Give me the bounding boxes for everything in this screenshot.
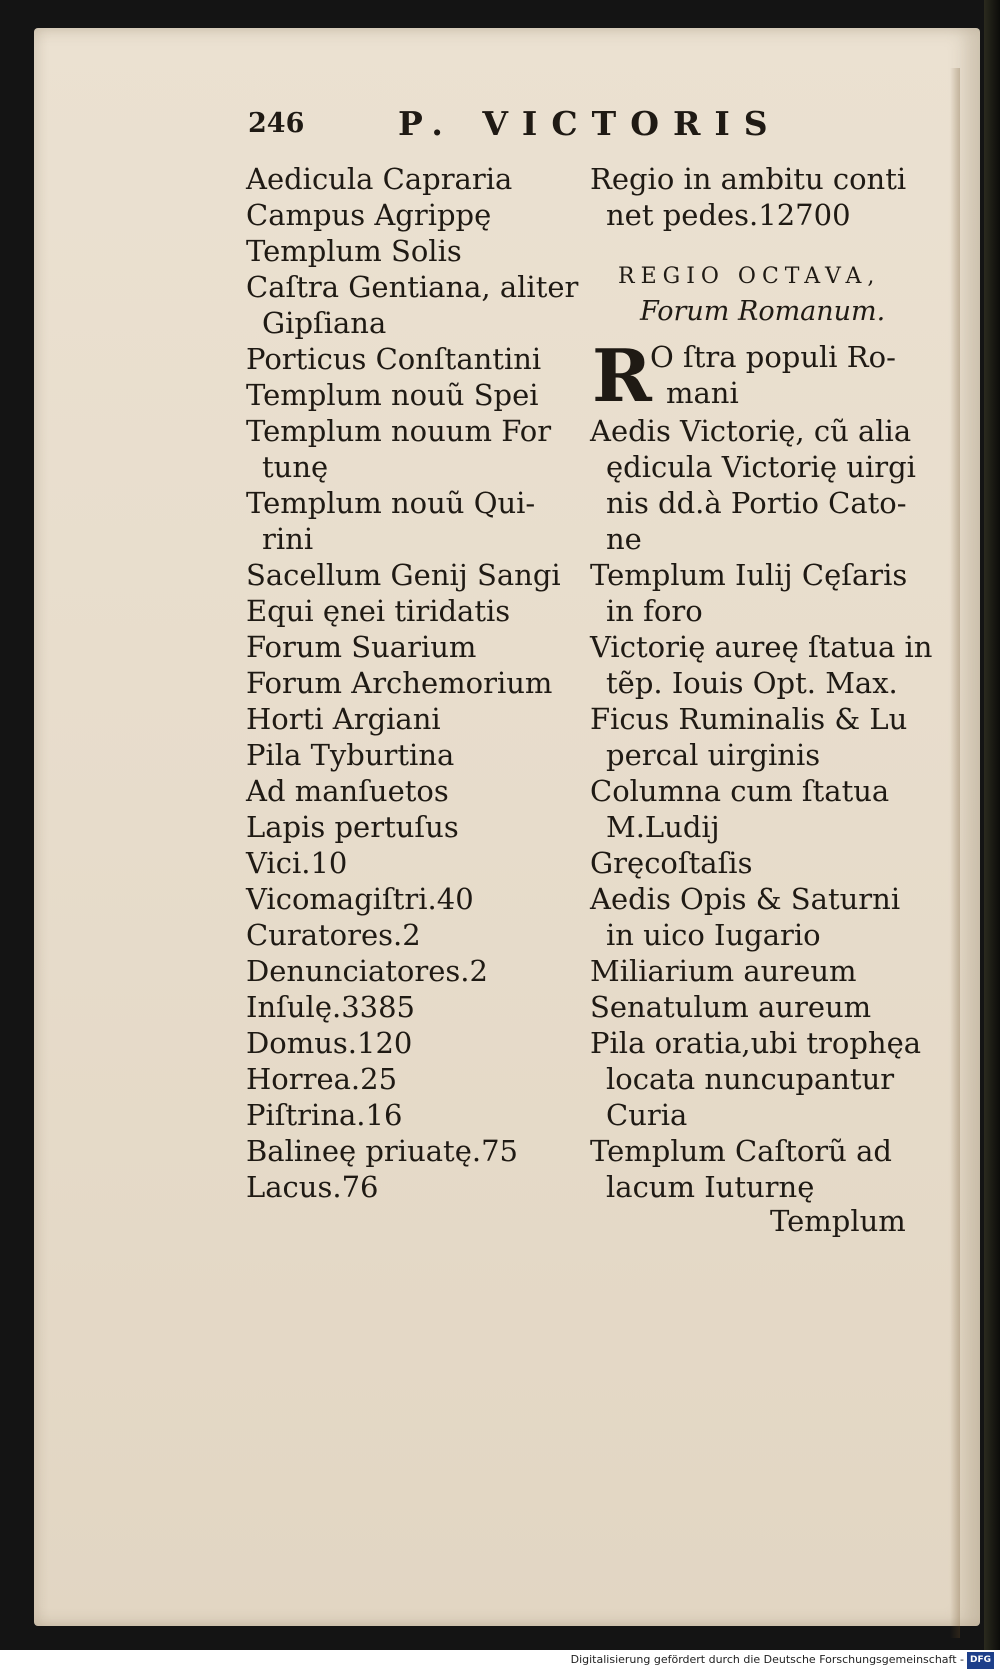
running-head (248, 104, 788, 150)
text-line: nis dd.à Portio Cato- (606, 486, 907, 520)
text-line: Templum Solis (246, 234, 462, 268)
text-line: Ficus Ruminalis & Lu (590, 702, 908, 736)
text-line: M.Ludij (606, 810, 720, 844)
text-line: tunę (262, 450, 329, 484)
text-line: Lapis pertuſus (246, 810, 459, 844)
text-line: Horti Argiani (246, 702, 441, 736)
footer-credit: Digitalisierung gefördert durch die Deutsche Forschungsgemeinschaft - (570, 1653, 964, 1666)
text-line: net pedes.12700 (606, 198, 851, 232)
dfg-logo: DFG (967, 1652, 994, 1669)
text-line: Horrea.25 (246, 1062, 398, 1096)
text-line: Forum Archemorium (246, 666, 553, 700)
text-line: Pila Tyburtina (246, 738, 455, 772)
text-line: Templum Iulij Cęſaris (590, 558, 908, 592)
text-line: Balineę priuatę.75 (246, 1134, 518, 1168)
text-line: Domus.120 (246, 1026, 413, 1060)
text-line: Vici.10 (246, 846, 348, 880)
text-line: Columna cum ſtatua (590, 774, 890, 808)
text-line: lacum Iuturnę (606, 1170, 815, 1204)
text-line: Equi ęnei tiridatis (246, 594, 511, 628)
text-line: Senatulum aureum (590, 990, 872, 1024)
text-line: Sacellum Genij Sangi (246, 558, 561, 592)
text-line: in uico Iugario (606, 918, 821, 952)
text-line: O ſtra populi Ro- (650, 340, 896, 374)
text-line: tẽp. Iouis Opt. Max. (606, 666, 898, 700)
section-subheading: Forum Romanum. (640, 296, 886, 327)
text-line: Porticus Conſtantini (246, 342, 542, 376)
text-line: Ad manſuetos (246, 774, 449, 808)
text-line: ne (606, 522, 642, 556)
text-line: Gipſiana (262, 306, 387, 340)
text-line: rini (262, 522, 314, 556)
book-edge (984, 0, 1000, 1650)
text-line: Curia (606, 1098, 688, 1132)
text-line: Caſtra Gentiana, aliter (246, 270, 579, 304)
text-line: ędicula Victorię uirgi (606, 450, 916, 484)
text-line: Miliarium aureum (590, 954, 857, 988)
text-line: Denunciatores.2 (246, 954, 488, 988)
text-line: Templum Caſtorũ ad (590, 1134, 892, 1168)
text-line: Lacus.76 (246, 1170, 379, 1204)
text-line: in foro (606, 594, 703, 628)
text-line: Templum nouum For (246, 414, 552, 448)
drop-capital: R (592, 333, 652, 418)
text-line: percal uirginis (606, 738, 821, 772)
page-number: 246 (248, 108, 305, 139)
text-line: Regio in ambitu conti (590, 162, 907, 196)
section-heading: REGIO OCTAVA, (618, 264, 881, 289)
text-line: Aedis Victorię, cũ alia (590, 414, 912, 448)
text-line: Vicomagiſtri.40 (246, 882, 474, 916)
text-line: Curatores.2 (246, 918, 421, 952)
text-line: Forum Suarium (246, 630, 477, 664)
text-line: Templum nouũ Qui- (246, 486, 536, 520)
catchword: Templum (770, 1204, 906, 1238)
text-line: Inſulę.3385 (246, 990, 416, 1024)
text-line: Aedicula Capraria (246, 162, 513, 196)
running-title: P. VICTORIS (398, 104, 782, 143)
text-line: Piſtrina.16 (246, 1098, 403, 1132)
text-line: Campus Agrippę (246, 198, 492, 232)
footer-bar (0, 1650, 1000, 1673)
text-line: mani (666, 376, 739, 410)
text-line: locata nuncupantur (606, 1062, 895, 1096)
text-line: Victorię aureę ſtatua in (590, 630, 933, 664)
text-line: Gręcoſtaſis (590, 846, 753, 880)
text-line: Aedis Opis & Saturni (590, 882, 901, 916)
text-line: Pila oratia,ubi trophęa (590, 1026, 922, 1060)
text-line: Templum nouũ Spei (246, 378, 539, 412)
gutter-shadow (950, 68, 960, 1638)
